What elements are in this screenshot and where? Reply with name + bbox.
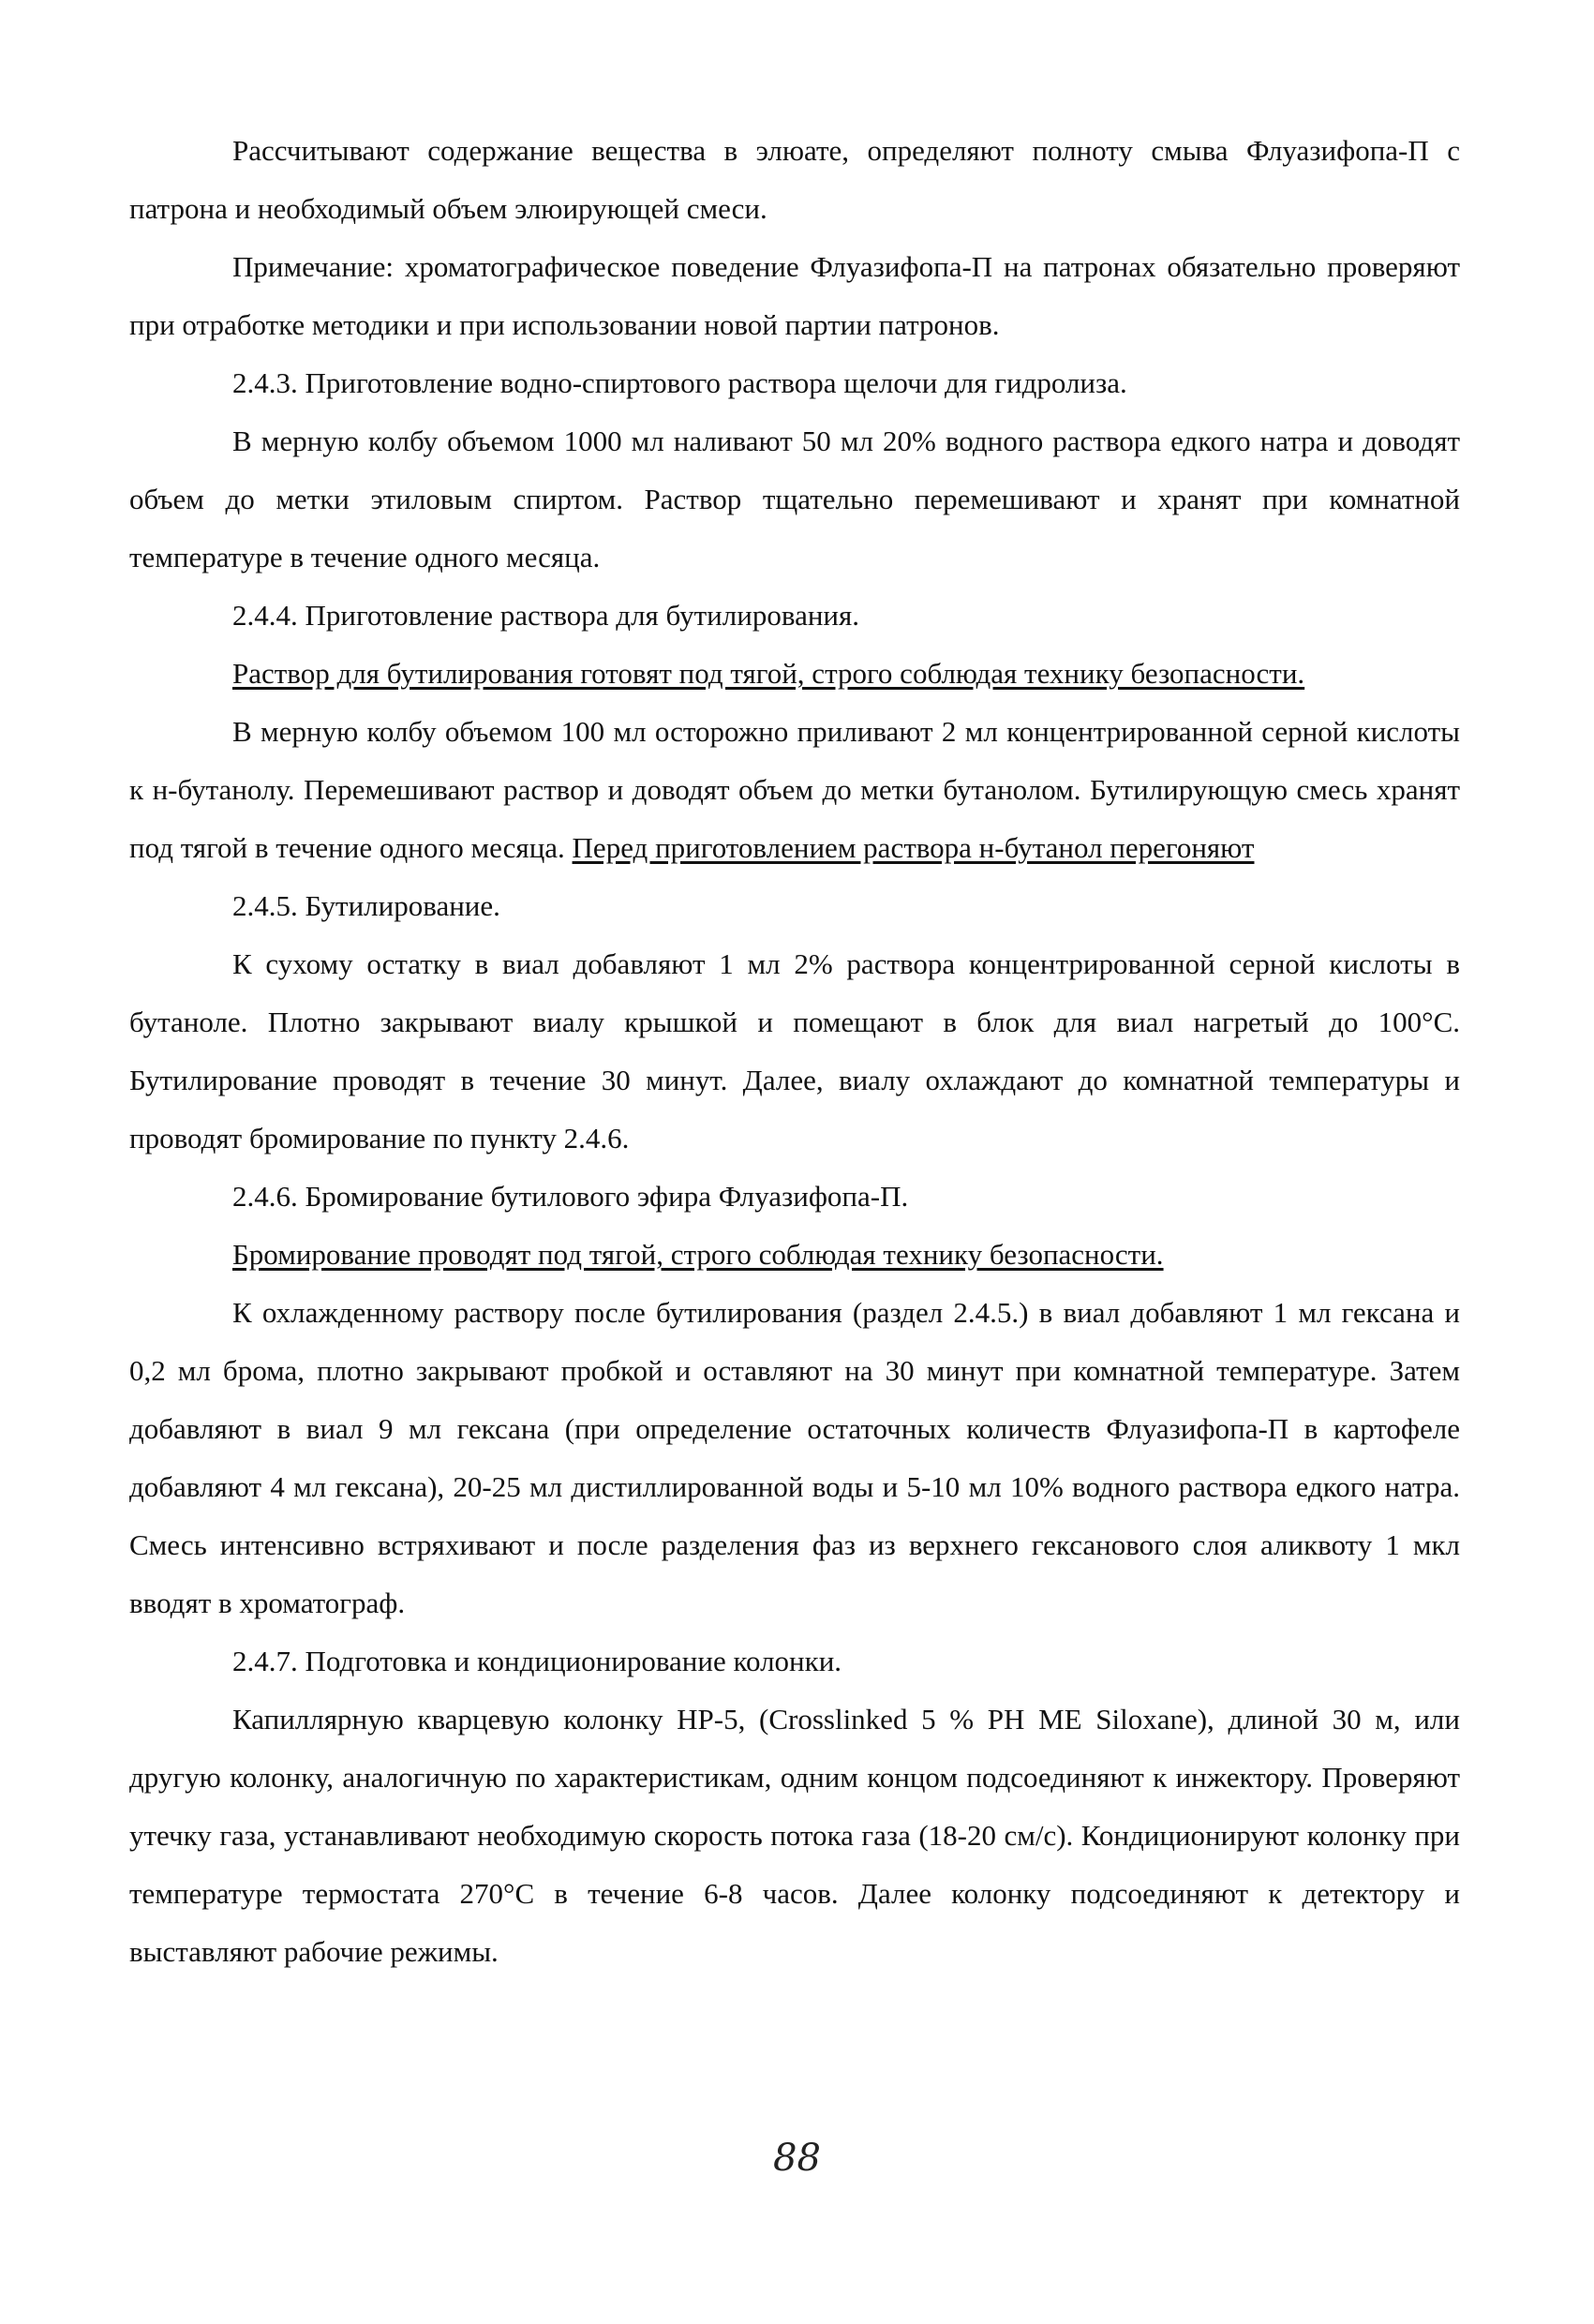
underlined-note: Перед приготовлением раствора н-бутанол перегоняют (572, 831, 1255, 864)
section-heading: 2.4.7. Подготовка и кондиционирование колонки. (232, 1645, 842, 1677)
note-paragraph: Примечание: хроматографическое поведение Флуазифопа-П на патронах обязательно проверяют при отработке методики и при использовании новой партии патронов. (129, 250, 1460, 341)
paragraph: В мерную колбу объемом 1000 мл наливают 50 мл 20% водного раствора едкого натра и доводят объем до метки этиловым спиртом. Раствор тщательно перемешивают и хранят при комнатной температуре в течение одного месяца. (129, 425, 1460, 574)
document-page (129, 122, 1460, 1981)
paragraph: К охлажденному раствору после бутилирования (раздел 2.4.5.) в виал добавляют 1 мл гексана и 0,2 мл брома, плотно закрывают пробкой и оставляют на 30 минут при комнатной температуре. Затем добавляют в виал 9 мл гексана (при определение остаточных количеств Флуазифопа-П в картофеле добавляют 4 мл гексана), 20-25 мл дистиллированной воды и 5-10 мл 10% водного раствора едкого натра. Смесь интенсивно встряхивают и после разделения фаз из верхнего гексанового слоя аликвоту 1 мкл вводят в хроматограф. (129, 1296, 1460, 1619)
section-heading: 2.4.6. Бромирование бутилового эфира Флуазифопа-П. (232, 1180, 909, 1213)
paragraph-text: В мерную колбу объемом 100 мл осторожно приливают 2 мл концентрированной серной кислоты к н-бутанолу. Перемешивают раствор и доводят объем до метки бутанолом. Бутилирующую смесь хранят под тягой в течение одного месяца. (129, 715, 1460, 864)
section-heading: 2.4.3. Приготовление водно-спиртового раствора щелочи для гидролиза. (232, 366, 1127, 399)
paragraph: Капиллярную кварцевую колонку НР-5, (Crosslinked 5 % PH ME Siloxane), длиной 30 м, или другую колонку, аналогичную по характеристикам, одним концом подсоединяют к инжектору. Проверяют утечку газа, устанавливают необходимую скорость потока газа (18-20 см/с). Кондиционируют колонку при температуре термостата 270°С в течение 6-8 часов. Далее колонку подсоединяют к детектору и выставляют рабочие режимы. (129, 1703, 1460, 1968)
safety-warning: Бромирование проводят под тягой, строго соблюдая технику безопасности. (232, 1238, 1164, 1271)
page-number: 88 (773, 2137, 821, 2180)
paragraph (129, 703, 1460, 877)
section-heading: 2.4.4. Приготовление раствора для бутилирования. (232, 599, 860, 632)
paragraph: К сухому остатку в виал добавляют 1 мл 2% раствора концентрированной серной кислоты в бутаноле. Плотно закрывают виалу крышкой и помещают в блок для виал нагретый до 100°С. Бутилирование проводят в течение 30 минут. Далее, виалу охлаждают до комнатной температуры и проводят бромирование по пункту 2.4.6. (129, 947, 1460, 1155)
safety-warning: Раствор для бутилирования готовят под тягой, строго соблюдая технику безопасности. (232, 657, 1305, 690)
paragraph: Рассчитывают содержание вещества в элюате, определяют полноту смыва Флуазифопа-П с патрона и необходимый объем элюирующей смеси. (129, 134, 1460, 225)
section-heading: 2.4.5. Бутилирование. (232, 889, 500, 922)
